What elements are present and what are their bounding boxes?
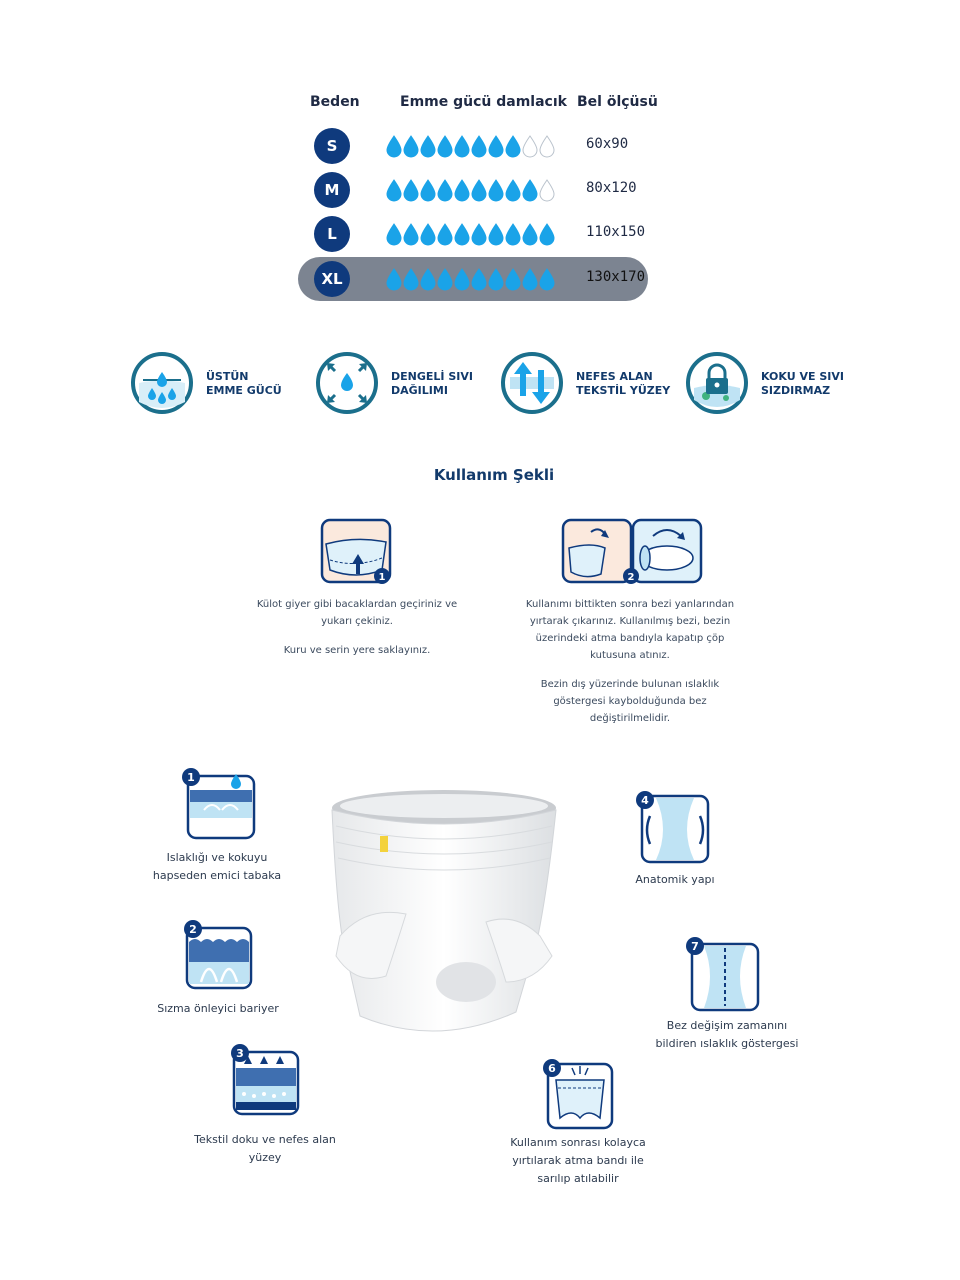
drop-empty-icon xyxy=(539,134,555,158)
waist-measurement: 110x150 xyxy=(586,224,646,240)
drop-filled-icon xyxy=(420,267,436,291)
text-line: yukarı çekiniz. xyxy=(321,616,393,627)
drop-filled-icon xyxy=(386,178,402,202)
distribution-icon xyxy=(316,352,378,414)
step1-illustration xyxy=(320,518,394,586)
part4-label xyxy=(620,871,730,889)
label-line: Sızma önleyici bariyer xyxy=(157,1002,279,1015)
label-line: yüzey xyxy=(248,1151,282,1164)
part1-label xyxy=(150,849,284,885)
drop-filled-icon xyxy=(522,222,538,246)
part-number: 4 xyxy=(641,794,649,807)
drop-filled-icon xyxy=(505,134,521,158)
drop-filled-icon xyxy=(471,178,487,202)
drop-empty-icon xyxy=(539,178,555,202)
text-line: kutusuna atınız. xyxy=(590,650,670,661)
text-line: Kuru ve serin yere saklayınız. xyxy=(283,645,431,656)
drop-filled-icon xyxy=(488,222,504,246)
part1-absorbent-layer-icon xyxy=(180,766,258,842)
drop-filled-icon xyxy=(522,267,538,291)
feature-line: ÜSTÜN xyxy=(206,370,249,383)
drop-filled-icon xyxy=(505,178,521,202)
drop-filled-icon xyxy=(403,178,419,202)
drop-filled-icon xyxy=(488,134,504,158)
step2-number: 2 xyxy=(627,572,635,583)
text-line: Bezin dış yüzerinde bulunan ıslaklık xyxy=(540,679,720,690)
part7-wetness-indicator-icon xyxy=(684,936,762,1014)
drop-filled-icon xyxy=(386,134,402,158)
part4-anatomic-shape-icon xyxy=(634,790,712,866)
part3-label xyxy=(190,1131,340,1167)
drop-filled-icon xyxy=(386,222,402,246)
part-number: 3 xyxy=(236,1047,244,1060)
drop-filled-icon xyxy=(454,134,470,158)
drop-empty-icon xyxy=(522,134,538,158)
drop-filled-icon xyxy=(437,267,453,291)
part2-leak-barrier-icon xyxy=(181,918,255,992)
drop-filled-icon xyxy=(454,222,470,246)
drop-filled-icon xyxy=(403,267,419,291)
absorbency-drops xyxy=(386,222,555,248)
drop-filled-icon xyxy=(539,267,555,291)
waist-measurement: 60x90 xyxy=(586,136,629,152)
text-line: yırtarak çıkarınız. Kullanılmış bezi, bezin xyxy=(529,616,731,627)
part-number: 6 xyxy=(548,1062,556,1075)
drop-filled-icon xyxy=(420,222,436,246)
size-row xyxy=(298,212,648,256)
drop-filled-icon xyxy=(437,134,453,158)
drop-filled-icon xyxy=(488,178,504,202)
absorbency-drops xyxy=(386,267,555,293)
feature-line: TEKSTİL YÜZEY xyxy=(576,384,671,397)
feature-line: NEFES ALAN xyxy=(576,370,653,383)
step1-text xyxy=(250,596,464,659)
size-header: Beden xyxy=(310,94,360,110)
part-number: 2 xyxy=(189,923,197,936)
drop-filled-icon xyxy=(454,267,470,291)
feature-line: SIZDIRMAZ xyxy=(761,384,831,397)
drop-filled-icon xyxy=(488,267,504,291)
text-line: göstergesi kaybolduğunda bez xyxy=(553,696,707,707)
part6-disposal-tape-icon xyxy=(542,1058,616,1132)
usage-title: Kullanım Şekli xyxy=(433,466,555,484)
text-line: Külot giyer gibi bacaklardan geçiriniz ve xyxy=(256,599,458,610)
size-row xyxy=(298,257,648,301)
text-line: Kullanımı bittikten sonra bezi yanlarından xyxy=(525,599,735,610)
size-badge: S xyxy=(314,128,350,164)
drop-filled-icon xyxy=(471,134,487,158)
waist-header: Bel ölçüsü xyxy=(577,94,658,110)
waist-measurement: 130x170 xyxy=(586,269,646,285)
drop-filled-icon xyxy=(403,222,419,246)
drop-filled-icon xyxy=(505,267,521,291)
drop-filled-icon xyxy=(471,267,487,291)
label-line: bildiren ıslaklık göstergesi xyxy=(655,1037,799,1050)
label-line: Islaklığı ve kokuyu xyxy=(166,851,268,864)
text-line: üzerindeki atma bandıyla kapatıp çöp xyxy=(535,633,725,644)
pull-up-diaper-image xyxy=(326,786,558,1042)
drop-filled-icon xyxy=(403,134,419,158)
step2-illustration xyxy=(561,518,703,586)
absorbency-header: Emme gücü damlacık xyxy=(400,94,567,110)
drop-filled-icon xyxy=(437,178,453,202)
step1-number: 1 xyxy=(378,572,386,583)
waist-measurement: 80x120 xyxy=(586,180,637,196)
label-line: Anatomik yapı xyxy=(635,873,715,886)
drop-filled-icon xyxy=(505,222,521,246)
leakproof-icon xyxy=(686,352,748,414)
text-line: değiştirilmelidir. xyxy=(589,713,671,724)
breathable-icon xyxy=(501,352,563,414)
absorption-icon xyxy=(131,352,193,414)
feature-line: DAĞILIMI xyxy=(391,384,448,397)
label-line: hapseden emici tabaka xyxy=(152,869,282,882)
absorbency-drops xyxy=(386,134,555,160)
feature-line: EMME GÜCÜ xyxy=(206,384,282,397)
size-badge: XL xyxy=(314,261,350,297)
size-badge: M xyxy=(314,172,350,208)
size-row xyxy=(298,124,648,168)
label-line: yırtılarak atma bandı ile xyxy=(512,1154,644,1167)
label-line: Bez değişim zamanını xyxy=(666,1019,788,1032)
label-line: Tekstil doku ve nefes alan xyxy=(194,1133,336,1146)
drop-filled-icon xyxy=(454,178,470,202)
part-number: 7 xyxy=(691,940,699,953)
part7-label xyxy=(648,1017,806,1053)
absorbency-drops xyxy=(386,178,555,204)
label-line: sarılıp atılabilir xyxy=(537,1172,619,1185)
size-badge: L xyxy=(314,216,350,252)
part3-textile-surface-icon xyxy=(228,1042,302,1118)
feature-leakproof xyxy=(686,352,876,418)
feature-absorption xyxy=(131,352,321,418)
feature-line: DENGELİ SIVI xyxy=(391,370,473,383)
feature-line: KOKU VE SIVI xyxy=(761,370,844,383)
feature-breathable xyxy=(501,352,691,418)
drop-filled-icon xyxy=(437,222,453,246)
part6-label xyxy=(500,1134,656,1188)
size-row xyxy=(298,168,648,212)
drop-filled-icon xyxy=(420,178,436,202)
part2-label xyxy=(146,1000,290,1018)
part-number: 1 xyxy=(187,771,195,784)
drop-filled-icon xyxy=(522,178,538,202)
drop-filled-icon xyxy=(386,267,402,291)
feature-distribution xyxy=(316,352,506,418)
drop-filled-icon xyxy=(539,222,555,246)
drop-filled-icon xyxy=(420,134,436,158)
drop-filled-icon xyxy=(471,222,487,246)
step2-text xyxy=(520,596,740,727)
label-line: Kullanım sonrası kolayca xyxy=(510,1136,646,1149)
